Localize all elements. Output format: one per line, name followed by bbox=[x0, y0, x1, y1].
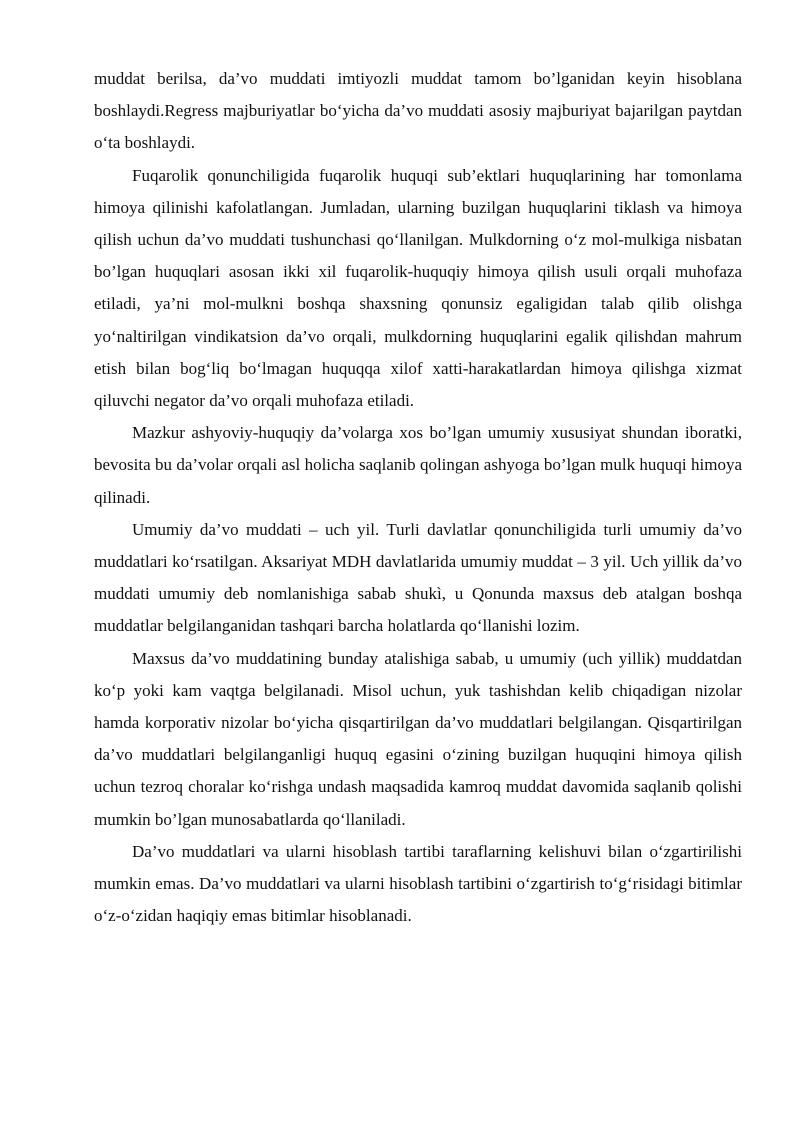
paragraph-5: Maxsus da’vo muddatining bunday atalishiga sabab, u umumiy (uch yillik) muddatdan ko‘p yoki kam vaqtga belgilanadi. Misol uchun, yuk tashishdan kelib chiqadigan nizolar hamda korporativ nizolar bo‘yicha qisqartirilgan da’vo muddatlari belgilangan. Qisqartirilgan da’vo muddatlari belgilanganligi huquq egasini o‘zining buzilgan huquqini himoya qilish uchun tezroq choralar ko‘rishga undash maqsadida kamroq muddat davomida saqlanib qolishi mumkin bo’lgan munosabatlarda qo‘llaniladi. bbox=[94, 648, 742, 829]
paragraph-2: Fuqarolik qonunchiligida fuqarolik huquqi sub’ektlari huquqlarining har tomonlama himoya qilinishi kafolatlangan. Jumladan, ularning buzilgan huquqlarini tiklash va himoya qilish uchun da’vo muddati tushunchasi qo‘llanilgan. Mulkdorning o‘z mol-mulkiga nisbatan bo’lgan huquqlari asosan ikki xil fuqarolik-huquqiy himoya qilish usuli orqali muhofaza etiladi, ya’ni mol-mulkni boshqa shaxsning qonunsiz egaligidan talab qilib olishga yo‘naltirilgan vindikatsion da’vo orqali, mulkdorning huquqlarini egalik qilishdan mahrum etish bilan bog‘liq bo‘lmagan huquqqa xilof xatti-harakatlardan himoya qilishga xizmat qiluvchi negator da’vo orqali muhofaza etiladi. bbox=[94, 165, 742, 411]
paragraph-3: Mazkur ashyoviy-huquqiy da’volarga xos bo’lgan umumiy xususiyat shundan iboratki, bevosita bu da’volar orqali asl holicha saqlanib qolingan ashyoga bo’lgan mulk huquqi himoya qilinadi. bbox=[94, 423, 742, 507]
document-page bbox=[94, 63, 742, 932]
paragraph-4: Umumiy da’vo muddati – uch yil. Turli davlatlar qonunchiligida turli umumiy da’vo muddatlari ko‘rsatilgan. Aksariyat MDH davlatlarida umumiy muddat – 3 yil. Uch yillik da’vo muddati umumiy deb nomlanishiga sabab shukì, u Qonunda maxsus deb atalgan boshqa muddatlar belgilanganidan tashqari barcha holatlarda qo‘llanishi lozim. bbox=[94, 519, 742, 636]
paragraph-6: Da’vo muddatlari va ularni hisoblash tartibi taraflarning kelishuvi bilan o‘zgartirilishi mumkin emas. Da’vo muddatlari va ularni hisoblash tartibini o‘zgartirish to‘g‘risidagi bitimlar o‘z-o‘zidan haqiqiy emas bitimlar hisoblanadi. bbox=[94, 841, 742, 926]
paragraph-1: muddat berilsa, da’vo muddati imtiyozli muddat tamom bo’lganidan keyin hisoblana boshlaydi.Regress majburiyatlar bo‘yicha da’vo muddati asosiy majburiyat bajarilgan paytdan o‘ta boshlaydi. bbox=[94, 69, 742, 153]
